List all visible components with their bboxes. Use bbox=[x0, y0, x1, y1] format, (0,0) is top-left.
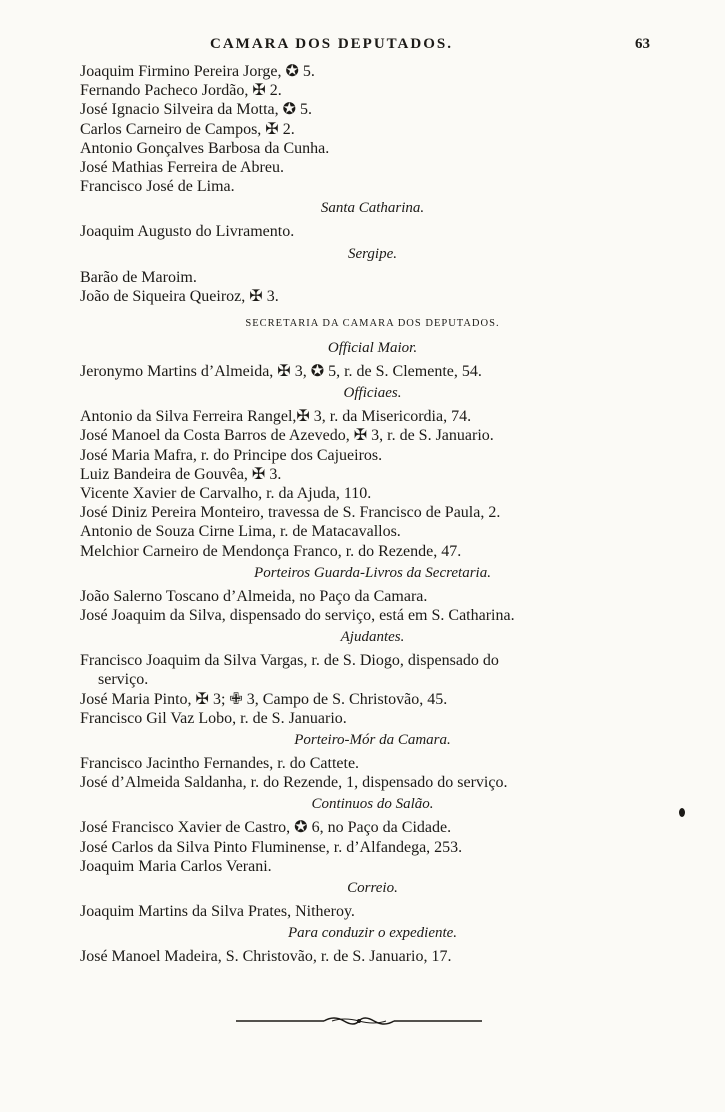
page-body bbox=[80, 62, 665, 967]
section-heading-secretaria: SECRETARIA DA CAMARA DOS DEPUTADOS. bbox=[245, 318, 500, 330]
section-heading-expediente: Para conduzir o expediente. bbox=[287, 925, 458, 942]
list-item: José Carlos da Silva Pinto Fluminense, r. d’Alfandega, 253. bbox=[80, 838, 463, 856]
page-title: CAMARA DOS DEPUTADOS. bbox=[210, 36, 453, 52]
list-item: José Mathias Ferreira de Abreu. bbox=[80, 159, 284, 177]
list-item: José Francisco Xavier de Castro, ✪ 6, no Paço da Cidade. bbox=[80, 819, 452, 837]
list-item: João Salerno Toscano d’Almeida, no Paço da Camara. bbox=[80, 587, 428, 605]
list-item: José Manoel da Costa Barros de Azevedo, ✠ 3, r. de S. Januario. bbox=[80, 427, 494, 445]
section-heading-correio: Correio. bbox=[347, 880, 398, 897]
list-item: Jeronymo Martins d’Almeida, ✠ 3, ✪ 5, r. de S. Clemente, 54. bbox=[80, 363, 482, 381]
section-heading-ajudantes: Ajudantes. bbox=[340, 629, 405, 646]
end-ornament bbox=[236, 1014, 482, 1028]
list-item: Joaquim Augusto do Livramento. bbox=[80, 223, 295, 241]
list-item: Carlos Carneiro de Campos, ✠ 2. bbox=[80, 120, 295, 138]
running-header bbox=[80, 36, 650, 60]
list-item: José Maria Pinto, ✠ 3; ✙ 3, Campo de S. Christovão, 45. bbox=[80, 690, 448, 708]
list-item: Joaquim Martins da Silva Prates, Nitheroy. bbox=[80, 903, 355, 921]
list-item: Vicente Xavier de Carvalho, r. da Ajuda, 110. bbox=[80, 485, 372, 503]
list-item: Antonio Gonçalves Barbosa da Cunha. bbox=[80, 139, 330, 157]
list-item: Antonio da Silva Ferreira Rangel,✠ 3, r. da Misericordia, 74. bbox=[80, 408, 472, 426]
list-item: João de Siqueira Queiroz, ✠ 3. bbox=[80, 287, 279, 305]
list-item: José Manoel Madeira, S. Christovão, r. de S. Januario, 17. bbox=[80, 948, 452, 966]
section-heading-official-maior: Official Maior. bbox=[327, 340, 418, 357]
section-heading-officiaes: Officiaes. bbox=[343, 385, 402, 402]
list-item: José Diniz Pereira Monteiro, travessa de S. Francisco de Paula, 2. bbox=[80, 504, 501, 522]
list-item: Joaquim Firmino Pereira Jorge, ✪ 5. bbox=[80, 63, 315, 80]
list-item: Joaquim Maria Carlos Verani. bbox=[80, 857, 272, 875]
list-item: Francisco Joaquim da Silva Vargas, r. de S. Diogo, dispensado do bbox=[80, 652, 499, 670]
page-number: 63 bbox=[635, 36, 650, 52]
list-item: Melchior Carneiro de Mendonça Franco, r. do Rezende, 47. bbox=[80, 542, 462, 560]
section-heading-continuos: Continuos do Salão. bbox=[311, 796, 434, 813]
section-heading-porteiro-mor: Porteiro-Mór da Camara. bbox=[294, 732, 451, 749]
list-item: José d’Almeida Saldanha, r. do Rezende, 1, dispensado do serviço. bbox=[80, 774, 508, 792]
list-item: Francisco José de Lima. bbox=[80, 178, 235, 196]
list-item: Barão de Maroim. bbox=[80, 268, 197, 286]
list-item: Francisco Gil Vaz Lobo, r. de S. Januario. bbox=[80, 709, 347, 727]
section-heading-sergipe: Sergipe. bbox=[347, 245, 397, 262]
list-item: José Maria Mafra, r. do Principe dos Cajueiros. bbox=[80, 446, 383, 464]
list-item: Fernando Pacheco Jordão, ✠ 2. bbox=[80, 82, 282, 100]
list-item: José Joaquim da Silva, dispensado do serviço, está em S. Catharina. bbox=[80, 607, 515, 625]
list-item: Luiz Bandeira de Gouvêa, ✠ 3. bbox=[80, 465, 282, 483]
list-item-continuation: serviço. bbox=[98, 671, 149, 689]
list-item: Antonio de Souza Cirne Lima, r. de Matacavallos. bbox=[80, 523, 401, 541]
list-item: Francisco Jacintho Fernandes, r. do Cattete. bbox=[80, 755, 360, 773]
section-heading-porteiros: Porteiros Guarda-Livros da Secretaria. bbox=[254, 564, 491, 581]
section-heading-santa-catharina: Santa Catharina. bbox=[320, 200, 425, 217]
list-item: José Ignacio Silveira da Motta, ✪ 5. bbox=[80, 101, 313, 119]
ink-mark bbox=[679, 808, 685, 817]
